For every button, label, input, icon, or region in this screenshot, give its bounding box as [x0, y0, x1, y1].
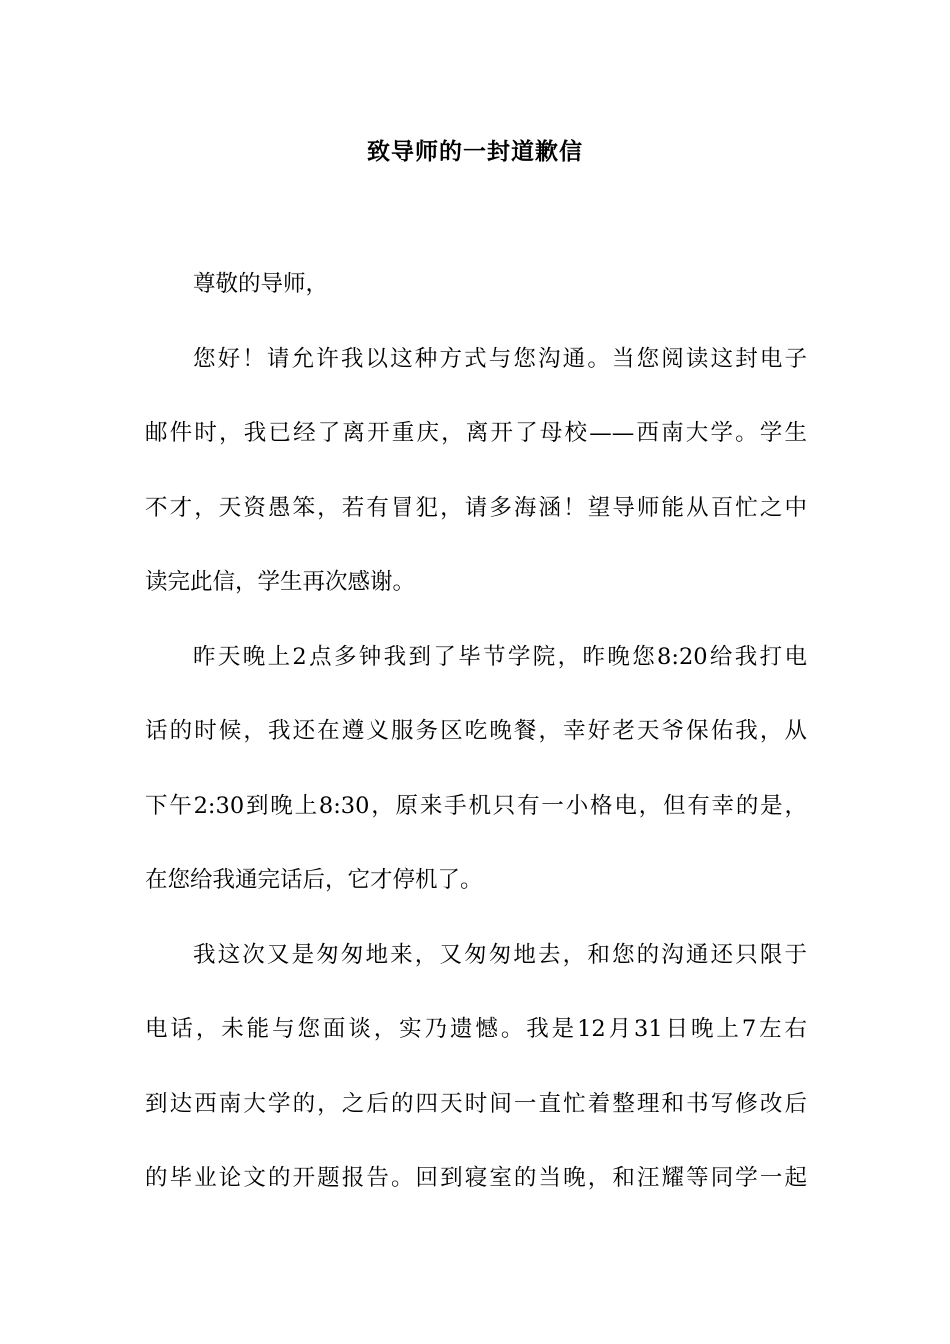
body-line: 邮件时，我已经了离开重庆，离开了母校——西南大学。学生	[145, 420, 807, 446]
body-line: 读完此信，学生再次感谢。	[145, 569, 416, 595]
body-line: 电话，未能与您面谈，实乃遗憾。我是12月31日晚上7左右	[145, 1016, 807, 1042]
body-line: 到达西南大学的，之后的四天时间一直忙着整理和书写修改后	[145, 1090, 807, 1117]
letter-body	[145, 247, 807, 1216]
document-title: 致导师的一封道歉信	[367, 139, 583, 165]
salutation-line: 尊敬的导师，	[193, 271, 329, 297]
body-line: 昨天晚上2点多钟我到了毕节学院，昨晚您8:20给我打电	[193, 643, 807, 670]
body-line: 的毕业论文的开题报告。回到寝室的当晚，和汪耀等同学一起	[145, 1165, 807, 1191]
body-line: 您好！请允许我以这种方式与您沟通。当您阅读这封电子	[193, 345, 807, 372]
body-line: 下午2:30到晚上8:30，原来手机只有一小格电，但有幸的是，	[145, 792, 807, 819]
body-line: 我这次又是匆匆地来，又匆匆地去，和您的沟通还只限于	[193, 941, 807, 968]
body-line: 在您给我通完话后，它才停机了。	[145, 867, 483, 893]
body-line: 不才，天资愚笨，若有冒犯，请多海涵！望导师能从百忙之中	[145, 494, 807, 521]
body-line: 话的时候，我还在遵义服务区吃晚餐，幸好老天爷保佑我，从	[145, 718, 807, 744]
